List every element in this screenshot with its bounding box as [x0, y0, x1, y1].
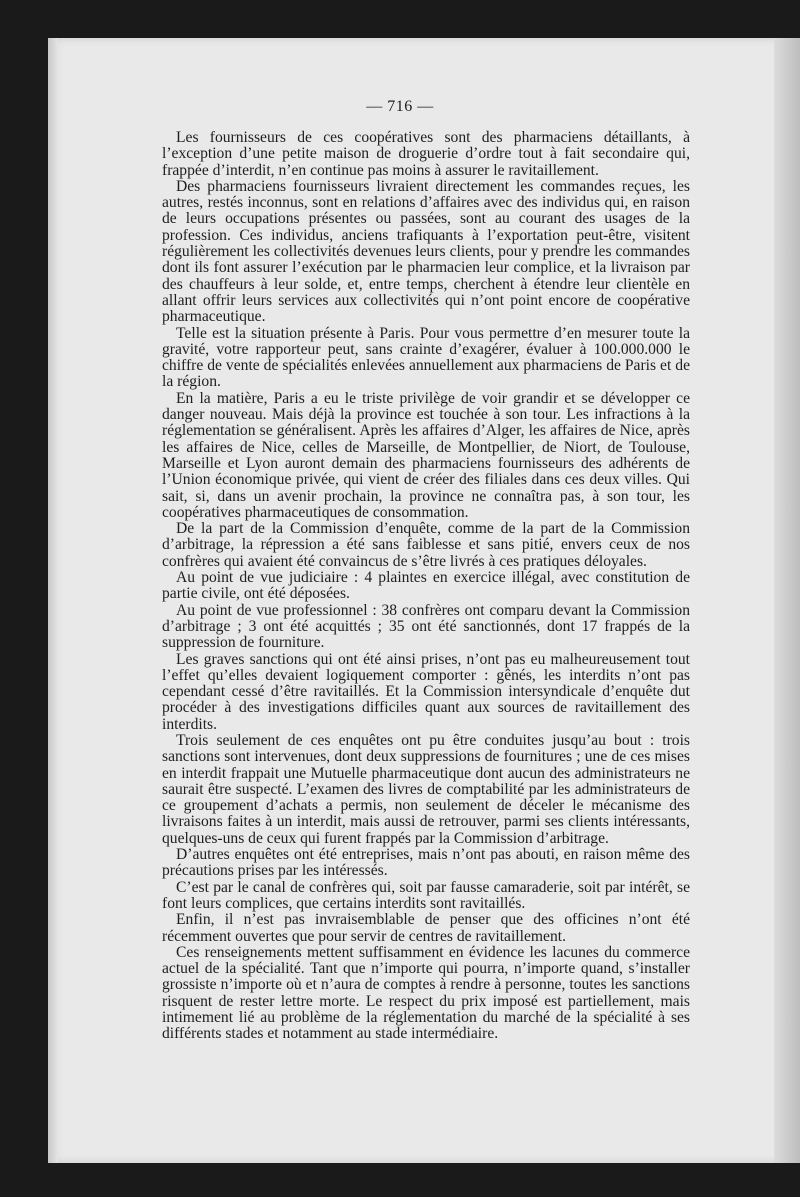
paragraph-judicial: Au point de vue judiciaire : 4 plaintes en exercice illégal, avec constitution de partie civile, ont été déposées.: [162, 569, 690, 603]
paragraph-investigations: Trois seulement de ces enquêtes ont pu être conduites jusqu’au bout : trois sanctions sont intervenues, dont deux suppressions de fournitures ; une de ces mises en interdit frappait une Mutuelle pharmaceutique dont aucun des administrateurs ne saurait être suspecté. L’examen des livres de comptabilité par les administrateurs de ce groupement d’achats a permis, non seulement de déceler le mécanisme des livraisons faites à un interdit, mais aussi de retrouver, parmi ses clients intéressants, quelques-uns de ceux qui furent frappés par la Commission d’arbitrage.: [162, 731, 690, 847]
paragraph-repression: De la part de la Commission d’enquête, comme de la part de la Commission d’arbitrage, la répression a été sans faiblesse et sans pitié, envers ceux de nos confrères qui avaient été convaincus de s’être livrés à ces pratiques déloyales.: [162, 520, 690, 570]
paragraph-suppliers: Les fournisseurs de ces coopératives sont des pharmaciens détaillants, à l’exception d’une petite maison de droguerie d’ordre tout à fait secondaire qui, frappée d’interdit, n’en continue pas moins à assurer le ravitaillement.: [162, 129, 690, 179]
paragraph-conclusion: Ces renseignements mettent suffisamment en évidence les lacunes du commerce actuel de la spécialité. Tant que n’importe qui pourra, n’importe quand, s’installer grossiste n’importe où et n’aura de comptes à rendre à personne, toutes les sanctions risquent de rester lettre morte. Le respect du prix imposé est partiellement, mais intimement lié au problème de la réglementation du marché de la spécialité à ses différents stades et notamment au stade intermédiaire.: [162, 943, 690, 1043]
body-text: [162, 130, 690, 1043]
paragraph-colleagues: C’est par le canal de confrères qui, soit par fausse camaraderie, soit par intérêt, se font leurs complices, que certains interdits sont ravitaillés.: [162, 878, 690, 912]
paragraph-officines: Enfin, il n’est pas invraisemblable de penser que des officines n’ont été récemment ouvertes que pour servir de centres de ravitaillement.: [162, 911, 690, 945]
paragraph-sanctions: Les graves sanctions qui ont été ainsi prises, n’ont pas eu malheureusement tout l’effet qu’elles devaient logiquement comporter : gênés, les interdits n’ont pas cependant cessé d’être ravitaillés. Et la Commission intersyndicale d’enquête dut procéder à des investigations difficiles quant aux sources de ravitaillement des interdits.: [162, 650, 690, 733]
page-right-edge: [774, 38, 800, 1163]
page-number: — 716 —: [366, 98, 434, 115]
paragraph-pharmacist-suppliers: Des pharmaciens fournisseurs livraient directement les commandes reçues, les autres, restés inconnus, sont en relations d’affaires avec des individus qui, en raison de leurs occupations présentes ou passées, sont au courant des usages de la profession. Ces individus, anciens trafiquants à l’exportation peut-être, visitent régulièrement les collectivités devenues leurs clients, pour y prendre les commandes dont ils font assurer l’exécution par le pharmacien leur complice, et la livraison par des chauffeurs à leur solde, et, entre temps, cherchent à étendre leur clientèle en allant offrir leurs services aux collectivités qui n’ont point encore de coopérative pharmaceutique.: [162, 177, 690, 326]
paragraph-province: En la matière, Paris a eu le triste privilège de voir grandir et se développer ce danger nouveau. Mais déjà la province est touchée à son tour. Les infractions à la réglementation se généralisent. Après les affaires d’Alger, les affaires de Nice, après les affaires de Nice, celles de Marseille, de Montpellier, de Niort, de Toulouse, Marseille et Lyon auront demain des pharmaciens fournisseurs des adhérents de l’Union économique privée, qui vient de créer des filiales dans ces deux villes. Qui sait, si, dans un avenir prochain, la province ne connaîtra pas, à son tour, les coopératives pharmaceutiques de consommation.: [162, 389, 690, 521]
page-binding-shadow: [48, 38, 58, 1163]
paragraph-paris-situation: Telle est la situation présente à Paris. Pour vous permettre d’en mesurer toute la gravité, votre rapporteur peut, sans crainte d’exagérer, évaluer à 100.000.000 le chiffre de vente de spécialités enlevées annuellement aux pharmaciens de Paris et de la région.: [162, 324, 690, 391]
paragraph-other-inquiries: D’autres enquêtes ont été entreprises, mais n’ont pas abouti, en raison même des précautions prises par les intéressés.: [162, 846, 690, 880]
paragraph-professional: Au point de vue professionnel : 38 confrères ont comparu devant la Commission d’arbitrage ; 3 ont été acquittés ; 35 ont été sanctionnés, dont 17 frappés de la suppression de fourniture.: [162, 601, 690, 652]
